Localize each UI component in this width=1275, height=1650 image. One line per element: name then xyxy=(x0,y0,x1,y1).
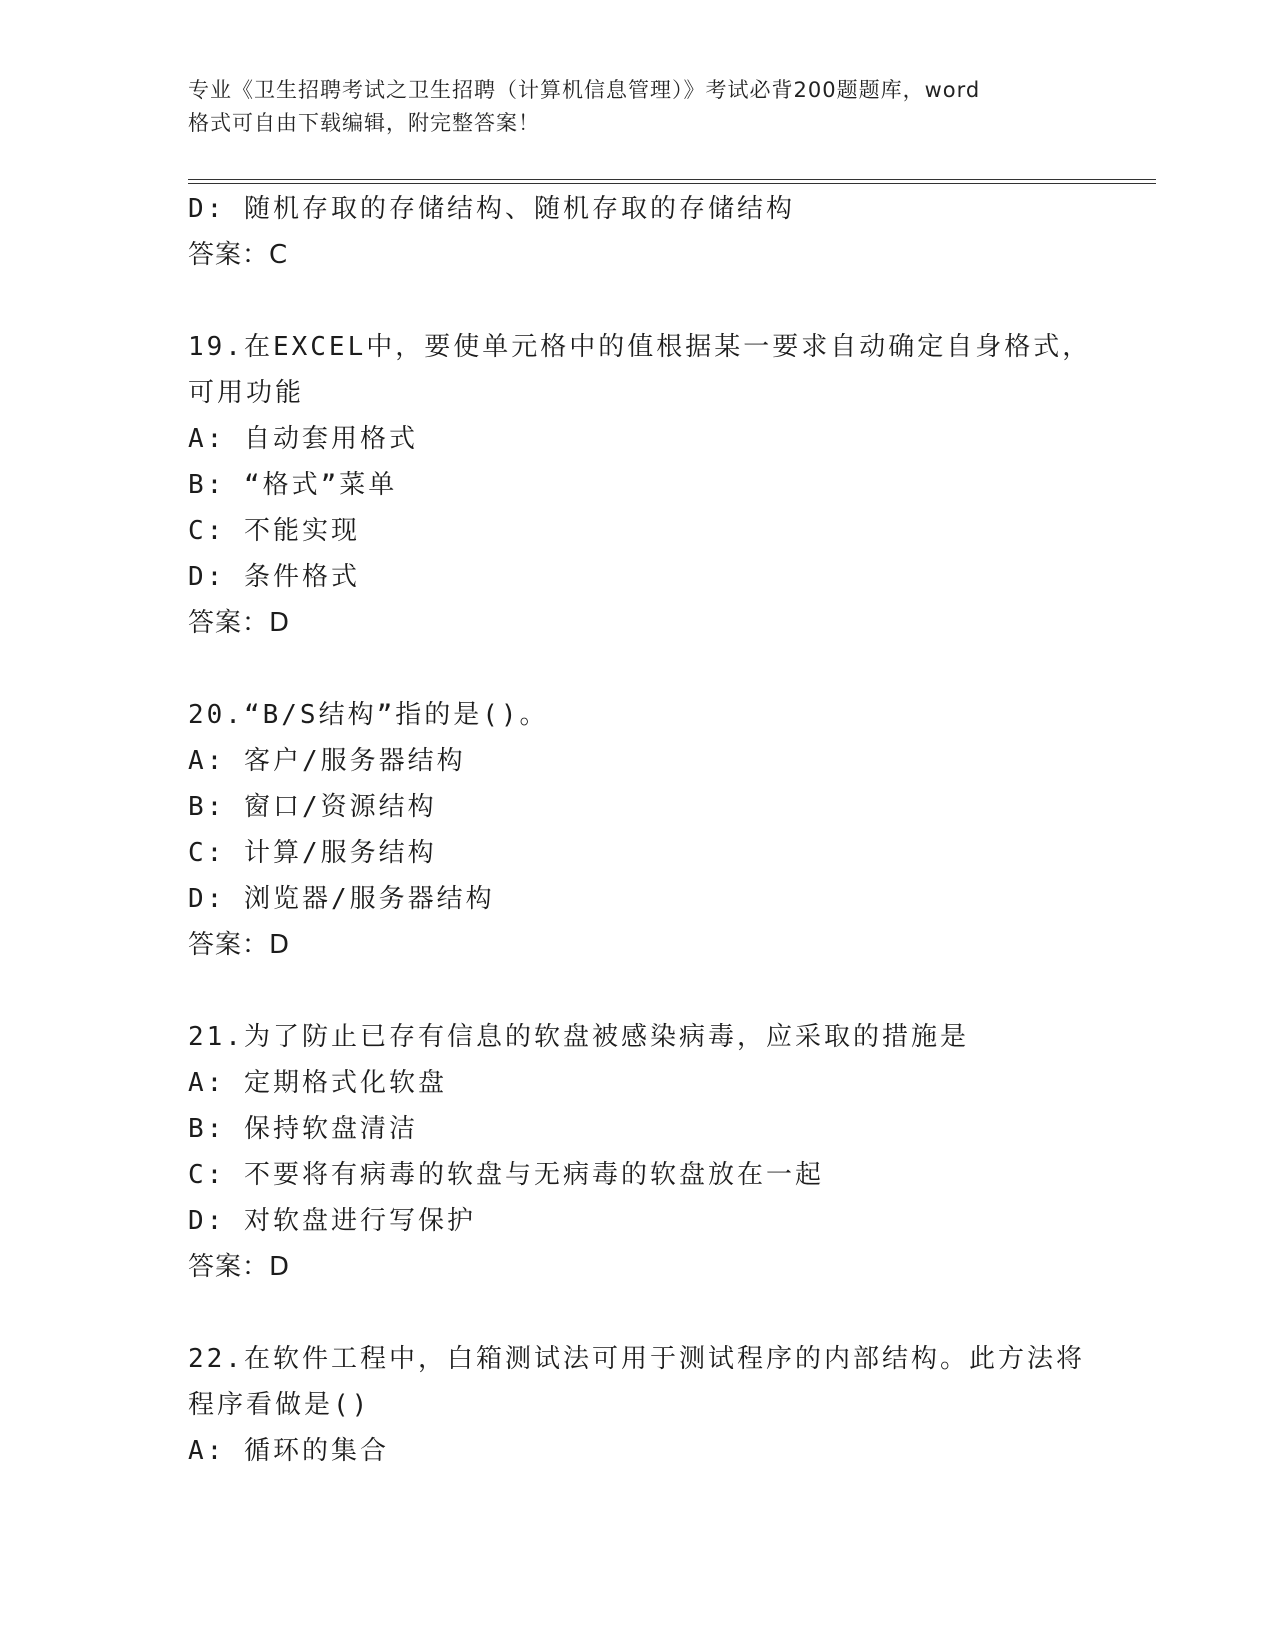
spacer xyxy=(188,278,1118,324)
question-list xyxy=(188,186,1118,1474)
question-prev xyxy=(188,186,1118,278)
option-d: D: 随机存取的存储结构、随机存取的存储结构 xyxy=(188,194,795,224)
option-b: B: 窗口/资源结构 xyxy=(188,792,437,822)
question-22 xyxy=(188,1336,1118,1474)
answer: 答案：D xyxy=(188,608,291,638)
header-title-line-1: 专业《卫生招聘考试之卫生招聘（计算机信息管理）》考试必背200题题库，word xyxy=(188,78,981,102)
question-21 xyxy=(188,1014,1118,1290)
option-a: A: 客户/服务器结构 xyxy=(188,746,466,776)
spacer xyxy=(188,1290,1118,1336)
option-d: D: 条件格式 xyxy=(188,562,360,592)
header-divider-top xyxy=(188,179,1156,180)
option-d: D: 对软盘进行写保护 xyxy=(188,1206,476,1236)
option-d: D: 浏览器/服务器结构 xyxy=(188,884,495,914)
option-c: C: 不能实现 xyxy=(188,516,360,546)
spacer xyxy=(188,646,1118,692)
answer: 答案：D xyxy=(188,1252,291,1282)
question-stem-continued: 程序看做是() xyxy=(188,1390,371,1420)
option-c: C: 计算/服务结构 xyxy=(188,838,437,868)
answer: 答案：C xyxy=(188,240,289,270)
question-19 xyxy=(188,324,1118,646)
option-a: A: 循环的集合 xyxy=(188,1436,389,1466)
question-stem: 22.在软件工程中，白箱测试法可用于测试程序的内部结构。此方法将 xyxy=(188,1344,1085,1374)
option-a: A: 自动套用格式 xyxy=(188,424,418,454)
option-c: C: 不要将有病毒的软盘与无病毒的软盘放在一起 xyxy=(188,1160,824,1190)
spacer xyxy=(188,968,1118,1014)
header-title-line-2: 格式可自由下载编辑，附完整答案！ xyxy=(188,111,540,135)
document-header xyxy=(188,74,1088,140)
question-stem: 20.“B/S结构”指的是()。 xyxy=(188,700,549,730)
question-stem: 19.在EXCEL中，要使单元格中的值根据某一要求自动确定自身格式， xyxy=(188,332,1092,362)
option-b: B: 保持软盘清洁 xyxy=(188,1114,418,1144)
question-stem: 21.为了防止已存有信息的软盘被感染病毒，应采取的措施是 xyxy=(188,1022,969,1052)
option-b: B: “格式”菜单 xyxy=(188,470,398,500)
answer: 答案：D xyxy=(188,930,291,960)
question-stem-continued: 可用功能 xyxy=(188,378,305,408)
option-a: A: 定期格式化软盘 xyxy=(188,1068,447,1098)
question-20 xyxy=(188,692,1118,968)
header-divider-bottom xyxy=(188,183,1156,184)
